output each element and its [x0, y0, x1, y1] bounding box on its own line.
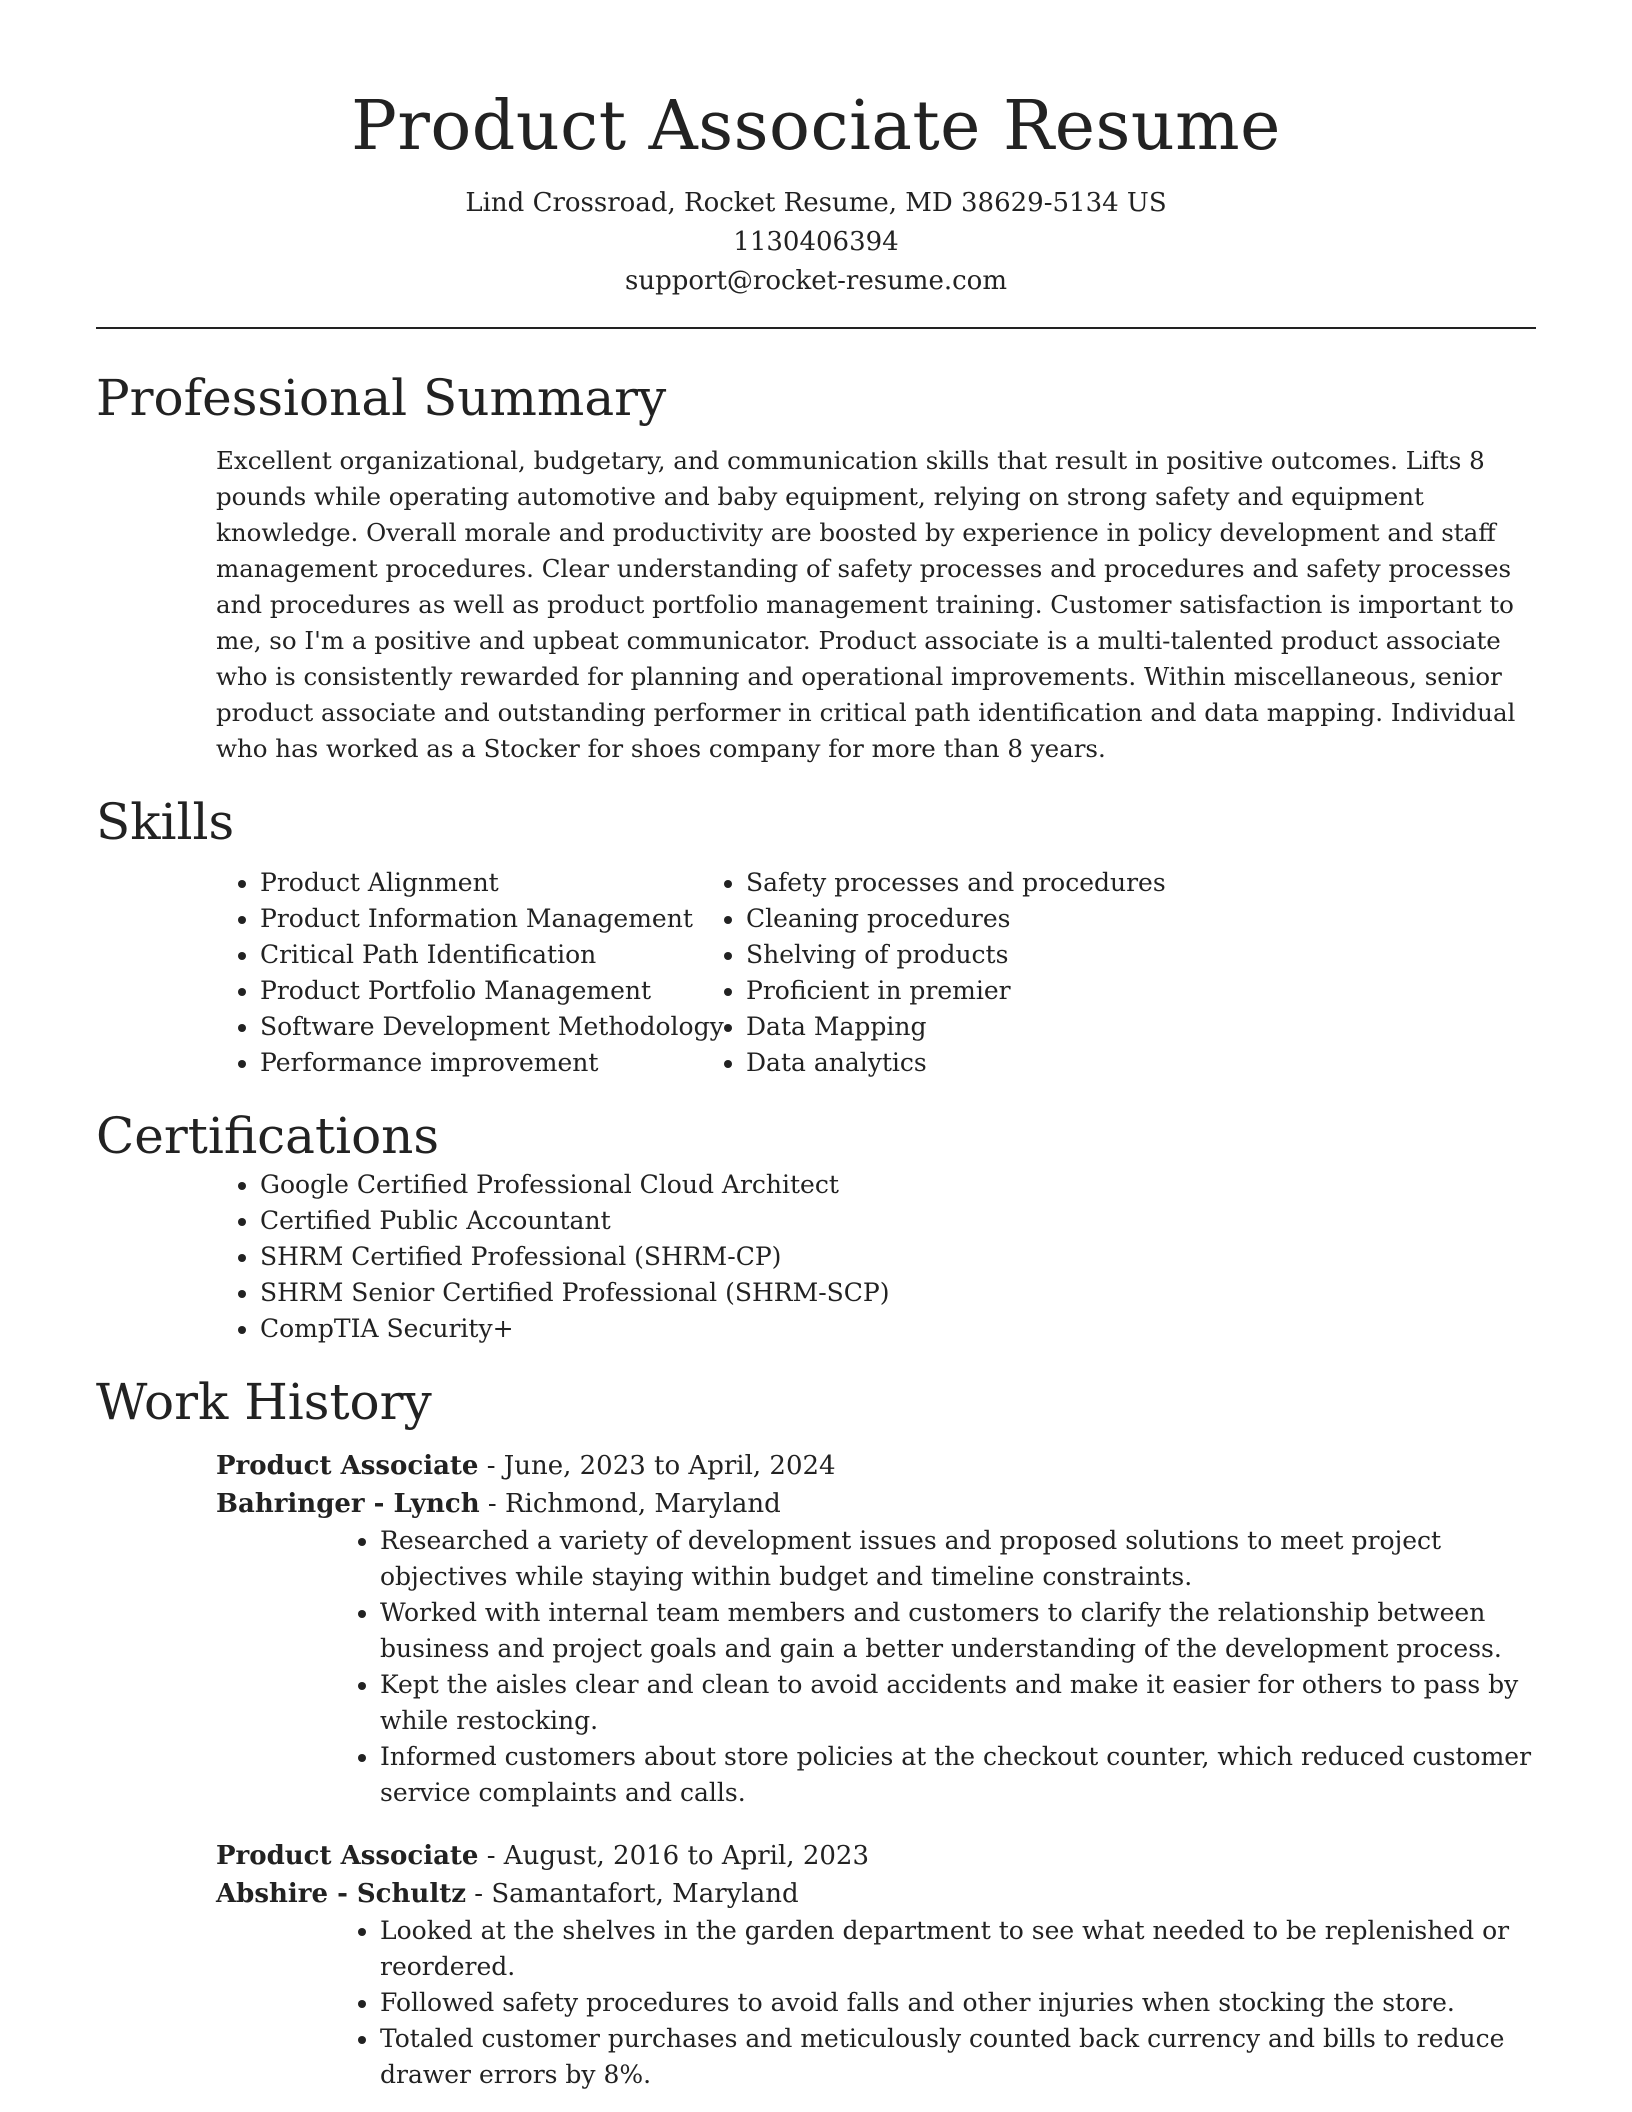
skill-item: • Data analytics — [746, 1045, 1396, 1081]
job-dates: August, 2016 to April, 2023 — [503, 1841, 870, 1871]
job-bullet: • Followed safety procedures to avoid falls and other injuries when stocking the store. — [380, 1985, 1536, 2021]
skills-list-right — [746, 865, 1396, 1081]
job-bullet: • Worked with internal team members and customers to clarify the relationship between business and project goals and gain a better understanding of the development process. — [380, 1595, 1536, 1667]
skill-item: • Safety processes and procedures — [746, 865, 1396, 901]
skills-list-left — [96, 865, 746, 1081]
job-location: Samantafort, Maryland — [491, 1879, 799, 1909]
job-bullets — [216, 1523, 1536, 1811]
job-bullet: • Kept the aisles clear and clean to avoid accidents and make it easier for others to pass by while restocking. — [380, 1667, 1536, 1739]
job-company-line: Abshire - Schultz - Samantafort, Maryland — [216, 1879, 799, 1909]
certification-item: • SHRM Certified Professional (SHRM-CP) — [260, 1239, 1536, 1275]
job-title: Product Associate — [216, 1451, 479, 1481]
certifications-list — [96, 1167, 1536, 1347]
job-location: Richmond, Maryland — [504, 1489, 781, 1519]
certification-item: • Google Certified Professional Cloud Architect — [260, 1167, 1536, 1203]
skill-item: • Data Mapping — [746, 1009, 1396, 1045]
job-entry — [216, 1837, 1536, 2093]
summary-section — [96, 367, 1536, 767]
job-company: Bahringer - Lynch — [216, 1489, 480, 1519]
certifications-heading: Certifications — [96, 1107, 440, 1165]
job-title-line: Product Associate - June, 2023 to April, 2024 — [216, 1451, 836, 1481]
skills-heading: Skills — [96, 793, 235, 851]
job-dates: June, 2023 to April, 2024 — [503, 1451, 836, 1481]
header-divider — [96, 327, 1536, 329]
skill-item: • Performance improvement — [260, 1045, 746, 1081]
contact-address: Lind Crossroad, Rocket Resume, MD 38629-5134 US — [465, 188, 1167, 218]
summary-heading: Professional Summary — [96, 369, 667, 427]
skill-item: • Critical Path Identification — [260, 937, 746, 973]
resume-page — [96, 0, 1536, 2093]
skill-item: • Cleaning procedures — [746, 901, 1396, 937]
skills-columns — [96, 865, 1536, 1081]
work-history-heading: Work History — [96, 1373, 432, 1431]
skill-item: • Product Portfolio Management — [260, 973, 746, 1009]
contact-phone: 1130406394 — [733, 227, 899, 257]
certifications-section — [96, 1105, 1536, 1347]
contact-email: support@rocket-resume.com — [624, 266, 1007, 296]
job-bullet: • Looked at the shelves in the garden department to see what needed to be replenished or reordered. — [380, 1913, 1536, 1985]
resume-header — [96, 0, 1536, 301]
job-bullet: • Totaled customer purchases and meticulously counted back currency and bills to reduce drawer errors by 8%. — [380, 2021, 1536, 2093]
job-entry — [216, 1447, 1536, 1811]
summary-text: Excellent organizational, budgetary, and communication skills that result in positive outcomes. Lifts 8 pounds while operating automotive and baby equipment, relying on strong safety and equipment knowledge. Overall morale and productivity are boosted by experience in policy development and staff management procedures. Clear understanding of safety processes and procedures and safety processes and procedures as well as product portfolio management training. Customer satisfaction is important to me, so I'm a positive and upbeat communicator. Product associate is a multi-talented product associate who is consistently rewarded for planning and operational improvements. Within miscellaneous, senior product associate and outstanding performer in critical path identification and data mapping. Individual who has worked as a Stocker for shoes company for more than 8 years. — [216, 446, 1516, 763]
certification-item: • CompTIA Security+ — [260, 1311, 1536, 1347]
job-bullets — [216, 1913, 1536, 2093]
skill-item: • Product Information Management — [260, 901, 746, 937]
job-title-line: Product Associate - August, 2016 to April, 2023 — [216, 1841, 870, 1871]
skill-item: • Proficient in premier — [746, 973, 1396, 1009]
certification-item: • Certified Public Accountant — [260, 1203, 1536, 1239]
work-history-section — [96, 1371, 1536, 2093]
skills-section — [96, 791, 1536, 1081]
job-title: Product Associate — [216, 1841, 479, 1871]
job-company: Abshire - Schultz — [216, 1879, 466, 1909]
resume-title: Product Associate Resume — [351, 87, 1281, 166]
job-bullet: • Informed customers about store policies at the checkout counter, which reduced customer service complaints and calls. — [380, 1739, 1536, 1811]
skill-item: • Shelving of products — [746, 937, 1396, 973]
job-bullet: • Researched a variety of development issues and proposed solutions to meet project objectives while staying within budget and timeline constraints. — [380, 1523, 1536, 1595]
skill-item: • Software Development Methodology — [260, 1009, 746, 1045]
job-company-line: Bahringer - Lynch - Richmond, Maryland — [216, 1489, 781, 1519]
certification-item: • SHRM Senior Certified Professional (SHRM-SCP) — [260, 1275, 1536, 1311]
skill-item: • Product Alignment — [260, 865, 746, 901]
contact-block — [96, 184, 1536, 301]
